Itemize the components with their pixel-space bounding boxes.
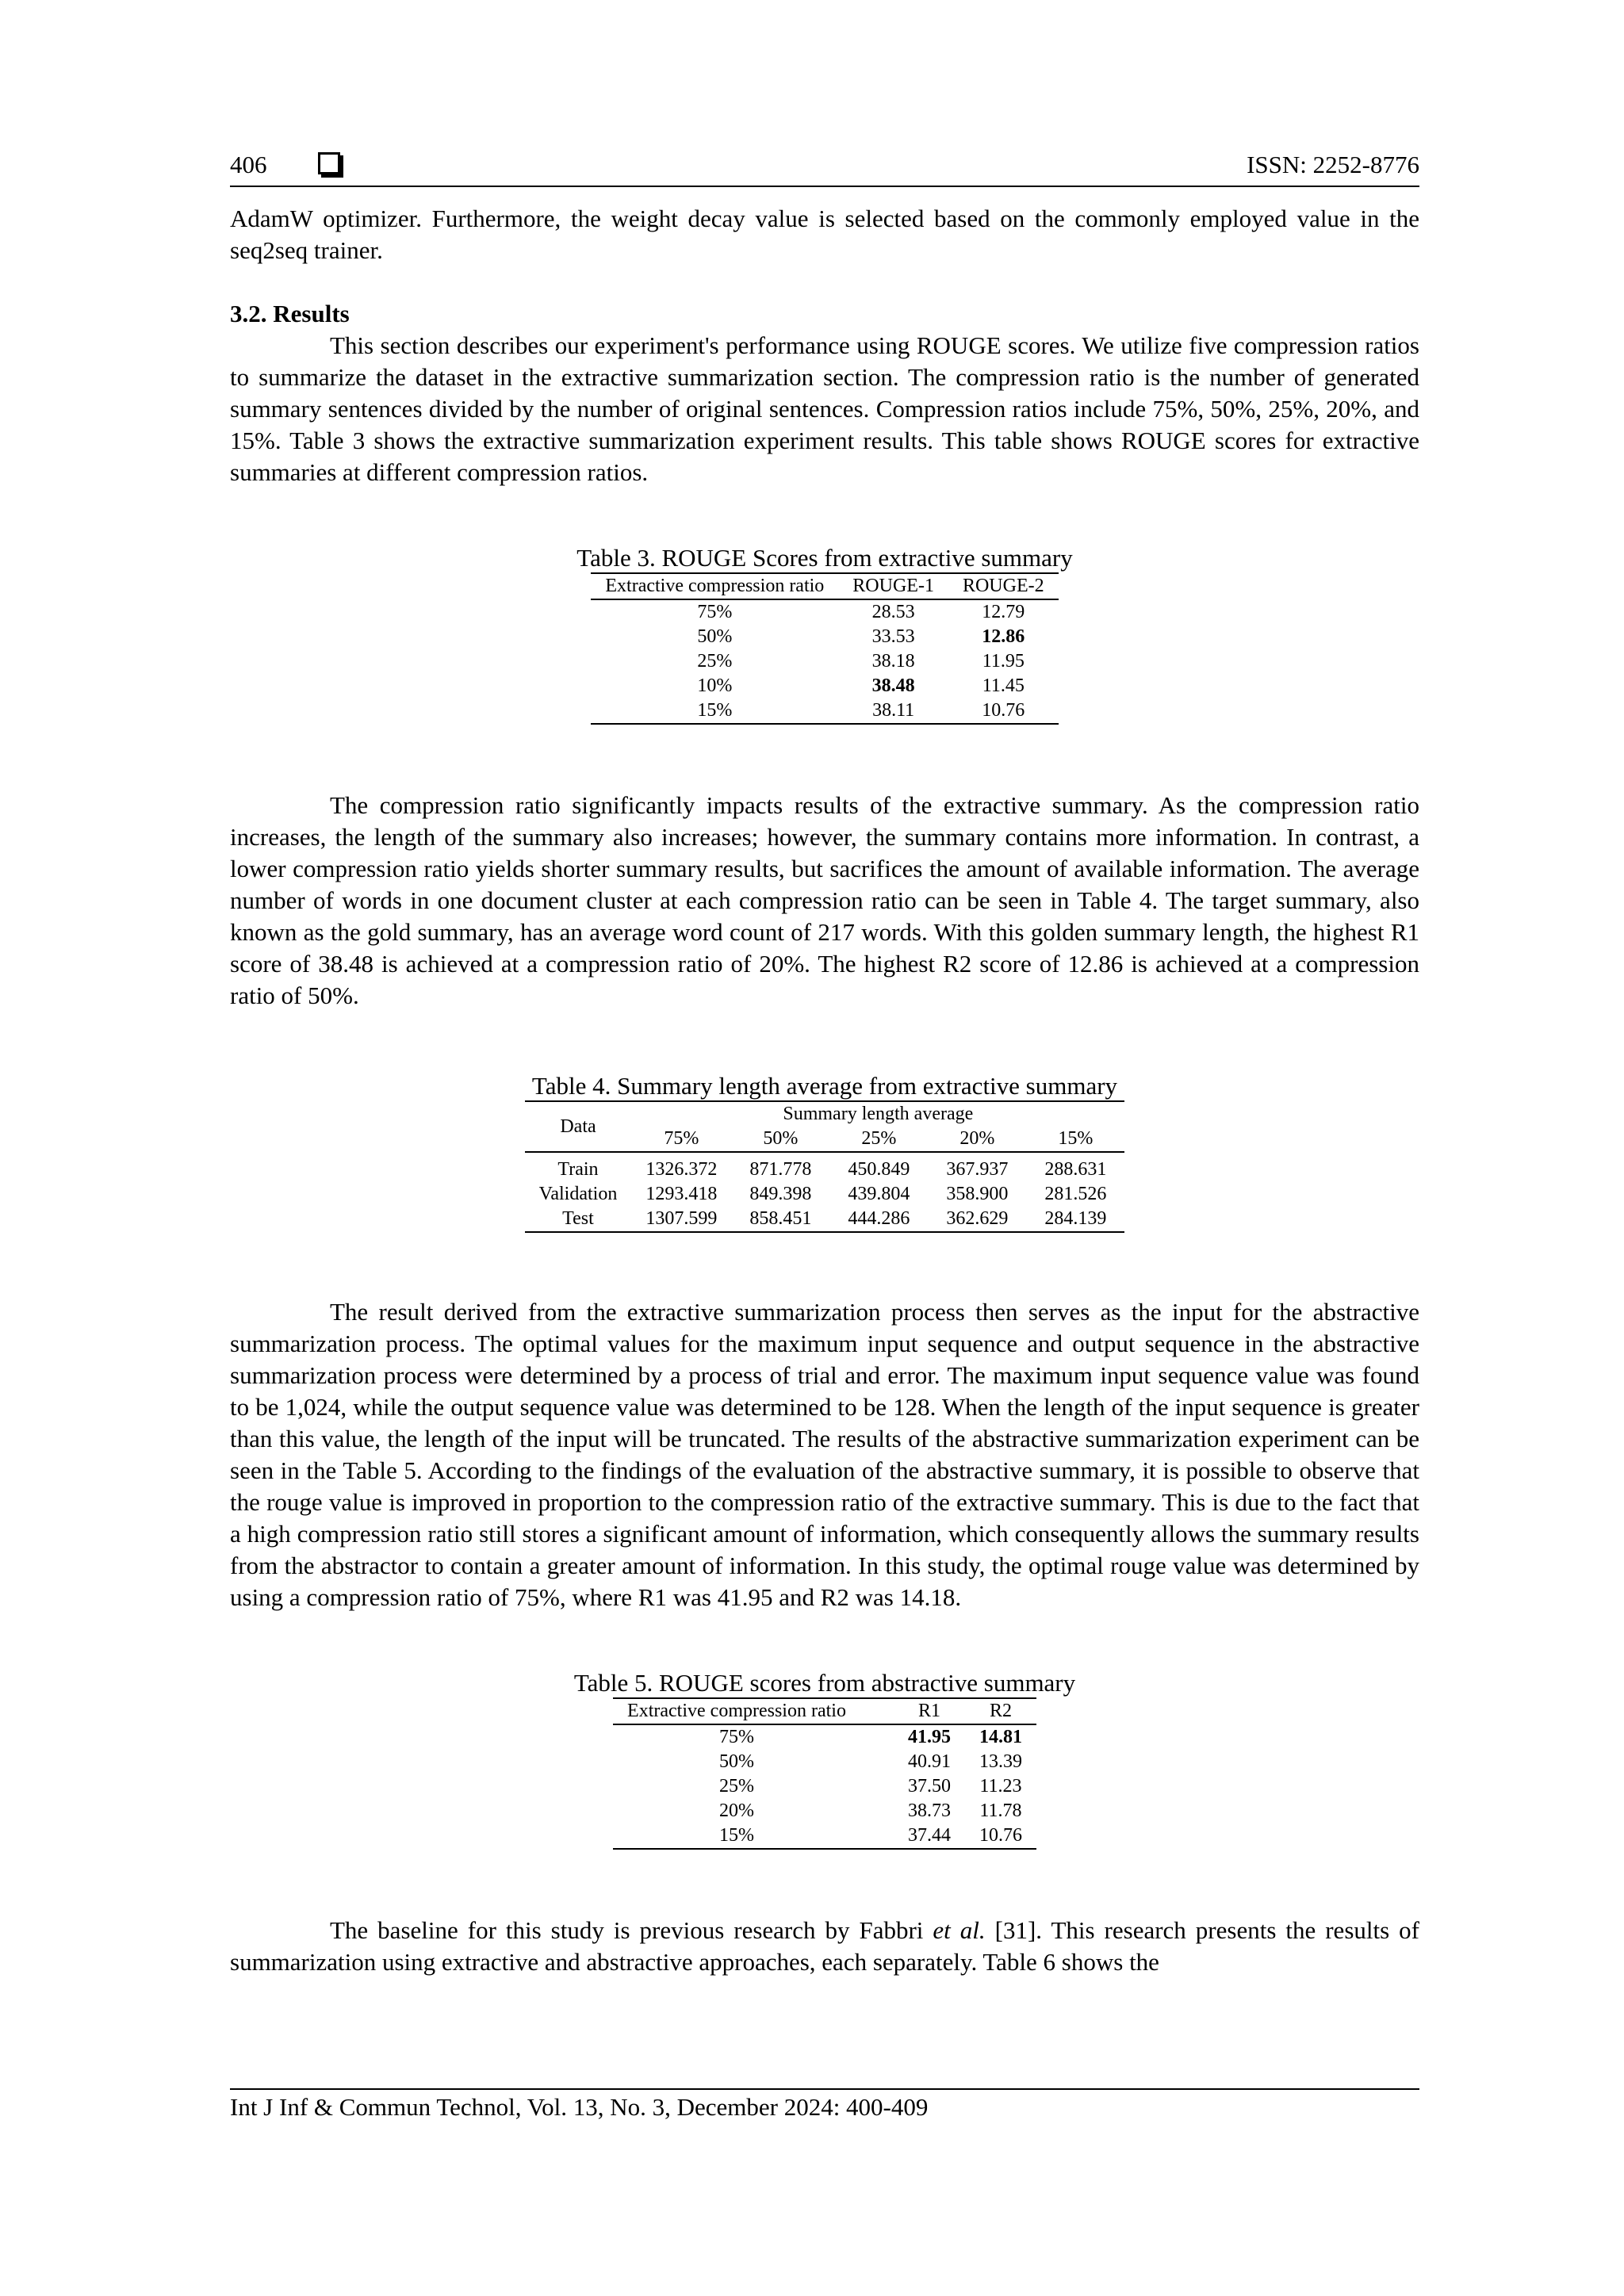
table-4-grid <box>525 1100 1125 1233</box>
table-row <box>613 1774 1036 1799</box>
checkbox-icon <box>318 152 340 174</box>
table-cell: 12.86 <box>982 626 1025 647</box>
table-row <box>591 599 1058 625</box>
table-header-row <box>613 1698 1036 1724</box>
intro-paragraph: AdamW optimizer. Furthermore, the weight decay value is selected based on the commonly employed value in the seq2seq trainer. <box>230 205 1419 264</box>
table-header-cell: R1 <box>917 1701 940 1721</box>
table-5-caption: Table 5. ROUGE scores from abstractive summary <box>573 1669 1076 1697</box>
table-group-header: Summary length average <box>783 1104 974 1124</box>
table-cell: 281.526 <box>1044 1184 1107 1204</box>
table-cell: 15% <box>697 700 733 721</box>
table-header-cell: 50% <box>763 1128 799 1149</box>
table-cell: 858.451 <box>749 1208 812 1229</box>
table-cell: 1307.599 <box>645 1208 718 1229</box>
table-3-caption: Table 3. ROUGE Scores from extractive summary <box>576 544 1073 572</box>
table-cell: 1326.372 <box>645 1159 718 1180</box>
paragraph-baseline: The baseline for this study is previous research by Fabbri et al. [31]. This research presents the results of summarization using extractive and abstractive approaches, each separately. Table 6 shows the <box>230 1916 1419 1976</box>
table-cell: 40.91 <box>907 1751 951 1772</box>
table-cell: 25% <box>719 1776 754 1797</box>
table-row <box>613 1750 1036 1774</box>
paragraph-compression-impact: The compression ratio significantly impacts results of the extractive summary. As the compression ratio increases, the length of the summary also increases; however, the summary contains more information. In contrast, a lower compression ratio yields shorter summary results, but sacrifices the amount of available information. The average number of words in one document cluster at each compression ratio can be seen in Table 4. The target summary, also known as the gold summary, has an average word count of 217 words. With this golden summary length, the highest R1 score of 38.48 is achieved at a compression ratio of 20%. The highest R2 score of 12.86 is achieved at a compression ratio of 50%. <box>230 791 1419 1009</box>
table-cell: 358.900 <box>946 1184 1009 1204</box>
table-cell: 288.631 <box>1044 1159 1107 1180</box>
table-4 <box>230 1072 1419 1233</box>
table-header-cell: Data <box>525 1101 632 1152</box>
table-cell: 362.629 <box>946 1208 1009 1229</box>
table-cell: 10% <box>697 675 733 696</box>
table-row <box>525 1182 1125 1207</box>
table-header-cell: 15% <box>1058 1128 1094 1149</box>
table-row <box>613 1724 1036 1750</box>
table-header-cell: R2 <box>989 1701 1012 1721</box>
page-content <box>230 151 1419 1978</box>
section-title: 3.2. Results <box>230 300 350 327</box>
table-cell: 444.286 <box>848 1208 910 1229</box>
table-cell: 75% <box>719 1727 754 1747</box>
table-row <box>525 1152 1125 1182</box>
table-cell: 15% <box>719 1825 754 1846</box>
table-cell: 450.849 <box>848 1159 910 1180</box>
table-4-caption: Table 4. Summary length average from extractive summary <box>531 1072 1118 1100</box>
table-cell: 38.73 <box>907 1800 951 1821</box>
table-row <box>613 1799 1036 1823</box>
table-header-cell: 75% <box>664 1128 699 1149</box>
table-cell: 10.76 <box>979 1825 1022 1846</box>
table-header-row <box>591 573 1058 599</box>
paragraph-abstractive: The result derived from the extractive summarization process then serves as the input for the abstractive summarization process. The optimal values for the maximum input sequence and output sequence in the abstractive summarization process were determined by a process of trial and error. The maximum input sequence value was found to be 1,024, while the output sequence value was determined to be 128. When the length of the input sequence is greater than this value, the length of the input will be truncated. The results of the abstractive summarization experiment can be seen in the Table 5. According to the findings of the evaluation of the abstractive summary, it is possible to observe that the rouge value is improved in proportion to the compression ratio of the extractive summary. This is due to the fact that a high compression ratio still stores a significant amount of information, which consequently allows the summary results from the abstractor to contain a greater amount of information. In this study, the optimal rouge value was determined by using a compression ratio of 75%, where R1 was 41.95 and R2 was 14.18. <box>230 1298 1419 1611</box>
table-cell: 33.53 <box>871 626 915 647</box>
table-cell: 11.23 <box>979 1776 1022 1797</box>
table-header-cell: ROUGE-1 <box>852 576 934 596</box>
table-cell: 1293.418 <box>645 1184 718 1204</box>
table-cell: 37.44 <box>907 1825 951 1846</box>
table-cell: 25% <box>697 651 733 672</box>
table-row <box>591 625 1058 649</box>
table-cell: 37.50 <box>907 1776 951 1797</box>
table-5 <box>230 1669 1419 1850</box>
table-cell: 13.39 <box>979 1751 1022 1772</box>
paragraph-results-intro: This section describes our experiment's performance using ROUGE scores. We utilize five compression ratios to summarize the dataset in the extractive summarization section. The compression ratio is the number of generated summary sentences divided by the number of original sentences. Compression ratios include 75%, 50%, 25%, 20%, and 15%. Table 3 shows the extractive summarization experiment results. This table shows ROUGE scores for extractive summaries at different compression ratios. <box>230 331 1419 486</box>
table-5-grid <box>613 1697 1036 1850</box>
table-header-cell: 25% <box>861 1128 897 1149</box>
issn: ISSN: 2252-8776 <box>1247 151 1419 178</box>
table-cell: 14.81 <box>979 1727 1022 1747</box>
table-cell: 439.804 <box>848 1184 910 1204</box>
table-cell: Validation <box>538 1184 618 1204</box>
table-cell: 367.937 <box>946 1159 1009 1180</box>
table-cell: Test <box>562 1208 594 1229</box>
table-cell: 284.139 <box>1044 1208 1107 1229</box>
table-cell: 38.11 <box>872 700 915 721</box>
table-cell: Train <box>557 1159 599 1180</box>
table-3-grid <box>591 572 1058 725</box>
citation-etal: et al. <box>933 1916 986 1944</box>
table-row <box>591 649 1058 674</box>
table-cell: 20% <box>719 1800 754 1821</box>
table-cell: 28.53 <box>871 602 915 622</box>
table-cell: 10.76 <box>982 700 1025 721</box>
table-header-cell: ROUGE-2 <box>962 576 1044 596</box>
table-header-cell: 20% <box>959 1128 995 1149</box>
table-cell: 11.95 <box>982 651 1025 672</box>
table-cell: 11.45 <box>982 675 1025 696</box>
table-cell: 38.18 <box>871 651 915 672</box>
table-cell: 50% <box>697 626 733 647</box>
table-cell: 41.95 <box>907 1727 951 1747</box>
table-cell: 50% <box>719 1751 754 1772</box>
table-3 <box>230 544 1419 725</box>
table-cell: 38.48 <box>871 675 915 696</box>
page-header <box>230 151 1419 187</box>
page-footer: Int J Inf & Commun Technol, Vol. 13, No. 3, December 2024: 400-409 <box>230 2088 1419 2122</box>
table-cell: 871.778 <box>749 1159 812 1180</box>
table-cell: 12.79 <box>982 602 1025 622</box>
table-row <box>613 1823 1036 1849</box>
table-cell: 75% <box>697 602 733 622</box>
table-row <box>591 698 1058 724</box>
table-header-cell: Extractive compression ratio <box>605 576 825 596</box>
table-cell: 11.78 <box>979 1800 1022 1821</box>
page-number: 406 <box>230 151 267 178</box>
table-row <box>591 674 1058 698</box>
table-cell: 849.398 <box>749 1184 812 1204</box>
table-row <box>525 1207 1125 1232</box>
table-header-cell: Extractive compression ratio <box>627 1701 846 1721</box>
